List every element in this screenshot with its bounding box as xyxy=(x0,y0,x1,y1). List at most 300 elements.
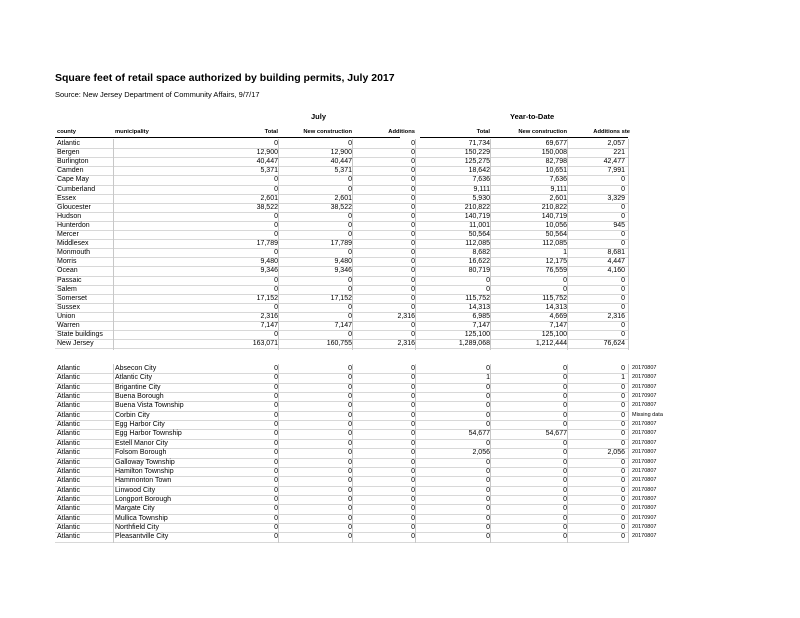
cell-municipality: Estell Manor City xyxy=(115,439,168,447)
cell-july-additions: 0 xyxy=(411,221,415,229)
cell-july-total: 0 xyxy=(274,140,278,147)
cell-july-new: 0 xyxy=(348,421,352,429)
cell-ytd-new: 0 xyxy=(563,421,567,429)
table-row xyxy=(0,203,800,212)
cell-municipality: Pleasantville City xyxy=(115,533,169,541)
cell-ytd-additions: 0 xyxy=(621,203,625,211)
cell-ytd-total: 0 xyxy=(486,477,490,485)
cell-county: Essex xyxy=(57,194,77,202)
cell-july-new: 0 xyxy=(348,514,352,522)
cell-july-new: 160,755 xyxy=(326,340,352,348)
cell-july-new: 17,789 xyxy=(330,240,352,248)
column-gridline xyxy=(415,364,416,543)
cell-july-total: 0 xyxy=(274,393,278,401)
cell-july-total: 0 xyxy=(274,285,278,293)
cell-county: Atlantic xyxy=(57,140,80,147)
cell-july-total: 5,371 xyxy=(260,167,278,175)
cell-july-new: 0 xyxy=(348,458,352,466)
table-row xyxy=(0,439,800,448)
cell-july-additions: 0 xyxy=(411,285,415,293)
cell-ytd-total: 150,229 xyxy=(464,149,490,157)
cell-july-new: 0 xyxy=(348,176,352,184)
cell-ytd-total: 0 xyxy=(486,439,490,447)
cell-july-new: 0 xyxy=(348,430,352,438)
cell-july-additions: 0 xyxy=(411,477,415,485)
cell-county: Atlantic xyxy=(57,505,80,513)
cell-ytd-additions: 0 xyxy=(621,533,625,541)
cell-ytd-total: 0 xyxy=(486,458,490,466)
cell-county: Atlantic xyxy=(57,523,80,531)
cell-county: Atlantic xyxy=(57,365,80,372)
cell-july-new: 0 xyxy=(348,331,352,339)
cell-july-new: 38,522 xyxy=(330,203,352,211)
cell-july-new: 0 xyxy=(348,249,352,257)
cell-ytd-additions: 2,057 xyxy=(607,140,625,147)
cell-ytd-new: 0 xyxy=(563,439,567,447)
cell-july-new: 0 xyxy=(348,221,352,229)
cell-county: Union xyxy=(57,312,76,320)
cell-july-total: 0 xyxy=(274,365,278,372)
cell-municipality: Folsom Borough xyxy=(115,449,167,457)
cell-ytd-total: 0 xyxy=(486,276,490,284)
cell-status: 20170807 xyxy=(632,523,657,530)
cell-status: 20170807 xyxy=(632,533,657,540)
group-header-ytd: Year-to-Date xyxy=(510,112,555,121)
cell-ytd-new: 0 xyxy=(563,285,567,293)
cell-july-new: 0 xyxy=(348,505,352,513)
cell-ytd-total: 0 xyxy=(486,402,490,410)
cell-status: 20170807 xyxy=(632,439,657,446)
cell-ytd-additions: 0 xyxy=(621,523,625,531)
cell-county: Atlantic xyxy=(57,439,80,447)
cell-ytd-new: 0 xyxy=(563,533,567,541)
cell-municipality: Buena Vista Township xyxy=(115,402,184,410)
cell-ytd-new: 1,212,444 xyxy=(535,340,567,348)
table-row xyxy=(0,276,800,285)
cell-ytd-new: 10,056 xyxy=(545,221,567,229)
cell-july-total: 0 xyxy=(274,514,278,522)
cell-ytd-new: 115,752 xyxy=(542,294,567,302)
cell-ytd-additions: 2,316 xyxy=(607,312,625,320)
table-row xyxy=(0,166,800,175)
cell-july-new: 0 xyxy=(348,383,352,391)
cell-county: Hudson xyxy=(57,212,82,220)
cell-municipality: Galloway Township xyxy=(115,458,175,466)
table-row xyxy=(0,185,800,194)
cell-ytd-additions: 221 xyxy=(613,149,625,157)
cell-status: 20170807 xyxy=(632,477,657,484)
cell-status: 20170807 xyxy=(632,383,657,390)
cell-july-additions: 0 xyxy=(411,449,415,457)
cell-ytd-new: 210,822 xyxy=(541,203,567,211)
table-row xyxy=(0,248,800,257)
cell-ytd-additions: 945 xyxy=(613,221,625,229)
cell-july-new: 0 xyxy=(348,365,352,372)
cell-municipality: Egg Harbor City xyxy=(115,421,165,429)
column-gridline xyxy=(278,139,279,350)
cell-municipality: Mullica Township xyxy=(115,514,168,522)
cell-municipality: Buena Borough xyxy=(115,393,164,401)
cell-ytd-total: 0 xyxy=(486,523,490,531)
cell-ytd-total: 1 xyxy=(486,374,490,382)
cell-ytd-additions: 0 xyxy=(621,383,625,391)
cell-ytd-additions: 0 xyxy=(621,430,625,438)
cell-municipality: Northfield City xyxy=(115,523,159,531)
column-gridline xyxy=(113,364,114,543)
cell-status: 20170907 xyxy=(632,514,657,521)
cell-ytd-additions: 0 xyxy=(621,514,625,522)
cell-ytd-new: 0 xyxy=(563,383,567,391)
cell-july-total: 2,601 xyxy=(260,194,278,202)
table-row xyxy=(0,330,800,339)
cell-county: Bergen xyxy=(57,149,80,157)
table-row xyxy=(0,221,800,230)
cell-ytd-total: 125,275 xyxy=(464,158,490,166)
cell-status: Missing data xyxy=(632,411,663,418)
table-row xyxy=(0,495,800,504)
column-gridline xyxy=(352,364,353,543)
cell-july-new: 0 xyxy=(348,374,352,382)
table-row xyxy=(0,194,800,203)
column-gridline xyxy=(567,364,568,543)
cell-county: Sussex xyxy=(57,303,80,311)
cell-july-new: 40,447 xyxy=(330,158,352,166)
cell-ytd-new: 0 xyxy=(563,393,567,401)
cell-county: Middlesex xyxy=(57,240,89,248)
cell-ytd-total: 7,147 xyxy=(472,322,490,329)
cell-ytd-total: 6,985 xyxy=(472,312,490,320)
cell-ytd-new: 0 xyxy=(563,449,567,457)
cell-july-total: 0 xyxy=(274,458,278,466)
cell-ytd-additions: 2,056 xyxy=(607,449,625,457)
cell-july-additions: 0 xyxy=(411,486,415,494)
cell-ytd-new: 76,559 xyxy=(545,267,567,275)
cell-ytd-new: 112,085 xyxy=(542,240,567,248)
cell-ytd-total: 140,719 xyxy=(464,212,490,220)
table-row xyxy=(0,373,800,382)
table-row xyxy=(0,420,800,429)
cell-july-new: 0 xyxy=(348,212,352,220)
cell-ytd-additions: 0 xyxy=(621,185,625,193)
cell-july-additions: 0 xyxy=(411,374,415,382)
header-july-total: Total xyxy=(264,129,278,135)
cell-ytd-total: 0 xyxy=(486,505,490,513)
column-gridline xyxy=(567,139,568,350)
cell-july-new: 9,480 xyxy=(334,258,352,266)
cell-july-new: 17,152 xyxy=(330,294,352,302)
table-row xyxy=(0,303,800,312)
cell-county: New Jersey xyxy=(57,340,94,348)
cell-july-total: 17,152 xyxy=(256,294,278,302)
cell-july-new: 0 xyxy=(348,533,352,541)
cell-ytd-new: 1 xyxy=(563,249,567,257)
cell-july-total: 0 xyxy=(274,523,278,531)
cell-july-additions: 0 xyxy=(411,167,415,175)
cell-ytd-new: 0 xyxy=(563,495,567,503)
cell-july-additions: 0 xyxy=(411,294,415,302)
cell-county: Atlantic xyxy=(57,411,80,419)
cell-ytd-total: 0 xyxy=(486,514,490,522)
cell-july-total: 0 xyxy=(274,331,278,339)
cell-july-total: 0 xyxy=(274,221,278,229)
cell-ytd-additions: 0 xyxy=(621,486,625,494)
cell-ytd-additions: 0 xyxy=(621,231,625,238)
cell-july-total: 0 xyxy=(274,533,278,541)
cell-ytd-new: 82,798 xyxy=(545,158,567,166)
cell-ytd-new: 10,651 xyxy=(545,167,567,175)
cell-ytd-total: 0 xyxy=(486,393,490,401)
cell-july-new: 0 xyxy=(348,276,352,284)
cell-july-new: 0 xyxy=(348,467,352,475)
cell-ytd-total: 0 xyxy=(486,411,490,419)
cell-county: Atlantic xyxy=(57,402,80,410)
header-rule xyxy=(55,137,400,138)
cell-july-new: 0 xyxy=(348,439,352,447)
cell-ytd-total: 210,822 xyxy=(464,203,490,211)
cell-july-additions: 0 xyxy=(411,158,415,166)
cell-ytd-new: 0 xyxy=(563,365,567,372)
cell-ytd-total: 0 xyxy=(486,467,490,475)
cell-ytd-new: 0 xyxy=(563,523,567,531)
cell-ytd-additions: 7,991 xyxy=(607,167,625,175)
cell-july-additions: 0 xyxy=(411,249,415,257)
cell-ytd-new: 0 xyxy=(563,505,567,513)
cell-ytd-total: 54,677 xyxy=(468,430,490,438)
cell-county: Hunterdon xyxy=(57,221,90,229)
cell-july-additions: 0 xyxy=(411,533,415,541)
table-row xyxy=(0,212,800,221)
cell-july-additions: 0 xyxy=(411,258,415,266)
cell-county: Atlantic xyxy=(57,421,80,429)
cell-status: 20170807 xyxy=(632,365,657,371)
cell-july-additions: 0 xyxy=(411,303,415,311)
cell-status: 20170807 xyxy=(632,430,657,437)
cell-ytd-additions: 0 xyxy=(621,458,625,466)
cell-county: Morris xyxy=(57,258,77,266)
cell-july-total: 0 xyxy=(274,411,278,419)
cell-ytd-total: 0 xyxy=(486,421,490,429)
cell-july-new: 0 xyxy=(348,303,352,311)
cell-county: Passaic xyxy=(57,276,82,284)
table-row xyxy=(0,230,800,239)
cell-july-additions: 0 xyxy=(411,331,415,339)
cell-county: Atlantic xyxy=(57,533,80,541)
table-row xyxy=(0,321,800,330)
cell-july-new: 2,601 xyxy=(334,194,352,202)
cell-ytd-additions: 0 xyxy=(621,402,625,410)
cell-ytd-additions: 0 xyxy=(621,467,625,475)
cell-county: Monmouth xyxy=(57,249,91,257)
cell-july-total: 0 xyxy=(274,505,278,513)
column-gridline xyxy=(490,364,491,543)
report-title: Square feet of retail space authorized by building permits, July 2017 xyxy=(55,72,395,84)
cell-ytd-total: 0 xyxy=(486,383,490,391)
cell-ytd-additions: 0 xyxy=(621,477,625,485)
cell-july-new: 9,346 xyxy=(334,267,352,275)
cell-july-total: 0 xyxy=(274,421,278,429)
cell-ytd-additions: 0 xyxy=(621,331,625,339)
cell-ytd-total: 8,682 xyxy=(472,249,490,257)
cell-ytd-total: 14,313 xyxy=(468,303,490,311)
cell-ytd-total: 80,719 xyxy=(468,267,490,275)
cell-july-additions: 0 xyxy=(411,402,415,410)
cell-july-total: 0 xyxy=(274,467,278,475)
cell-ytd-total: 0 xyxy=(486,285,490,293)
cell-ytd-new: 0 xyxy=(563,467,567,475)
cell-ytd-new: 0 xyxy=(563,374,567,382)
cell-county: Atlantic xyxy=(57,495,80,503)
column-gridline xyxy=(415,139,416,350)
cell-ytd-total: 112,085 xyxy=(465,240,490,248)
cell-ytd-new: 0 xyxy=(563,458,567,466)
cell-status: 20170807 xyxy=(632,374,657,381)
cell-county: Atlantic xyxy=(57,467,80,475)
cell-county: Atlantic xyxy=(57,393,80,401)
table-row xyxy=(0,476,800,485)
table-row xyxy=(0,285,800,294)
cell-ytd-additions: 76,624 xyxy=(603,340,625,348)
cell-july-total: 7,147 xyxy=(260,322,278,329)
cell-july-additions: 0 xyxy=(411,365,415,372)
cell-july-new: 0 xyxy=(348,312,352,320)
cell-municipality: Linwood City xyxy=(115,486,156,494)
table-row xyxy=(0,458,800,467)
cell-ytd-total: 71,734 xyxy=(468,140,490,147)
cell-july-new: 0 xyxy=(348,185,352,193)
table-row xyxy=(0,383,800,392)
cell-july-total: 163,071 xyxy=(252,340,278,348)
cell-july-additions: 0 xyxy=(411,430,415,438)
cell-july-additions: 0 xyxy=(411,439,415,447)
cell-july-additions: 0 xyxy=(411,383,415,391)
cell-status: 20170807 xyxy=(632,467,657,474)
cell-ytd-total: 11,001 xyxy=(469,221,490,229)
cell-county: Salem xyxy=(57,285,77,293)
cell-ytd-total: 125,100 xyxy=(464,331,490,339)
cell-ytd-total: 2,056 xyxy=(472,449,490,457)
header-ytd-additions: Additions ste xyxy=(593,129,630,135)
cell-july-total: 0 xyxy=(274,276,278,284)
table-row xyxy=(0,266,800,275)
column-gridline xyxy=(352,139,353,350)
cell-ytd-new: 0 xyxy=(563,477,567,485)
cell-ytd-total: 0 xyxy=(486,495,490,503)
cell-ytd-additions: 0 xyxy=(621,285,625,293)
table-row xyxy=(0,429,800,438)
cell-county: Warren xyxy=(57,322,80,329)
header-county: county xyxy=(57,129,77,135)
cell-july-additions: 2,316 xyxy=(397,340,415,348)
cell-july-new: 7,147 xyxy=(334,322,352,329)
cell-july-new: 0 xyxy=(348,285,352,293)
cell-ytd-additions: 4,160 xyxy=(607,267,625,275)
cell-july-new: 0 xyxy=(348,495,352,503)
table-row xyxy=(0,364,800,373)
cell-status: 20170807 xyxy=(632,402,657,409)
cell-july-total: 40,447 xyxy=(256,158,278,166)
cell-july-total: 0 xyxy=(274,477,278,485)
cell-ytd-new: 54,677 xyxy=(545,430,567,438)
cell-july-total: 0 xyxy=(274,176,278,184)
cell-july-new: 12,900 xyxy=(330,149,352,157)
table-row xyxy=(0,312,800,321)
cell-status: 20170807 xyxy=(632,458,657,465)
cell-july-additions: 0 xyxy=(411,240,415,248)
table-row xyxy=(0,467,800,476)
cell-ytd-new: 12,175 xyxy=(545,258,567,266)
cell-july-additions: 0 xyxy=(411,203,415,211)
cell-july-total: 2,316 xyxy=(260,312,278,320)
table-row xyxy=(0,523,800,532)
cell-ytd-additions: 0 xyxy=(621,176,625,184)
cell-municipality: Absecon City xyxy=(115,365,157,372)
cell-july-total: 0 xyxy=(274,449,278,457)
cell-ytd-total: 0 xyxy=(486,365,490,372)
cell-july-new: 0 xyxy=(348,486,352,494)
cell-july-total: 9,480 xyxy=(260,258,278,266)
cell-ytd-additions: 0 xyxy=(621,303,625,311)
header-ytd-new: New construction xyxy=(518,129,567,135)
cell-july-additions: 0 xyxy=(411,458,415,466)
cell-ytd-total: 1,289,068 xyxy=(458,340,490,348)
cell-ytd-new: 150,008 xyxy=(541,149,567,157)
cell-july-additions: 0 xyxy=(411,421,415,429)
cell-status: 20170807 xyxy=(632,449,657,456)
cell-july-additions: 0 xyxy=(411,505,415,513)
cell-ytd-additions: 0 xyxy=(621,322,625,329)
cell-ytd-new: 140,719 xyxy=(541,212,567,220)
cell-ytd-new: 0 xyxy=(563,514,567,522)
cell-ytd-new: 9,111 xyxy=(550,185,567,193)
cell-municipality: Longport Borough xyxy=(115,495,172,503)
cell-july-total: 9,346 xyxy=(260,267,278,275)
cell-ytd-total: 0 xyxy=(486,533,490,541)
cell-ytd-total: 5,930 xyxy=(472,194,490,202)
cell-july-additions: 0 xyxy=(411,276,415,284)
row-gridline xyxy=(55,348,628,349)
cell-county: Mercer xyxy=(57,231,79,238)
column-gridline xyxy=(490,139,491,350)
table-row xyxy=(0,401,800,410)
table-row xyxy=(0,411,800,420)
cell-july-additions: 0 xyxy=(411,411,415,419)
table-row xyxy=(0,139,800,148)
cell-july-new: 0 xyxy=(348,477,352,485)
cell-ytd-new: 7,147 xyxy=(549,322,567,329)
cell-ytd-total: 0 xyxy=(486,486,490,494)
cell-county: Cumberland xyxy=(57,185,96,193)
cell-ytd-additions: 0 xyxy=(621,240,625,248)
cell-county: Atlantic xyxy=(57,430,80,438)
cell-ytd-new: 50,564 xyxy=(545,231,567,238)
cell-ytd-additions: 0 xyxy=(621,276,625,284)
cell-july-new: 0 xyxy=(348,393,352,401)
cell-ytd-additions: 42,477 xyxy=(603,158,625,166)
cell-municipality: Hamilton Township xyxy=(115,467,174,475)
cell-county: Burlington xyxy=(57,158,89,166)
cell-ytd-total: 9,111 xyxy=(473,185,490,193)
table-row xyxy=(0,514,800,523)
cell-county: Somerset xyxy=(57,294,87,302)
cell-ytd-additions: 3,329 xyxy=(607,194,625,202)
cell-ytd-additions: 0 xyxy=(621,439,625,447)
column-gridline xyxy=(113,139,114,350)
group-header-july: July xyxy=(311,112,327,121)
cell-july-total: 0 xyxy=(274,383,278,391)
cell-july-total: 0 xyxy=(274,402,278,410)
column-gridline xyxy=(628,364,629,543)
table-row xyxy=(0,339,800,348)
